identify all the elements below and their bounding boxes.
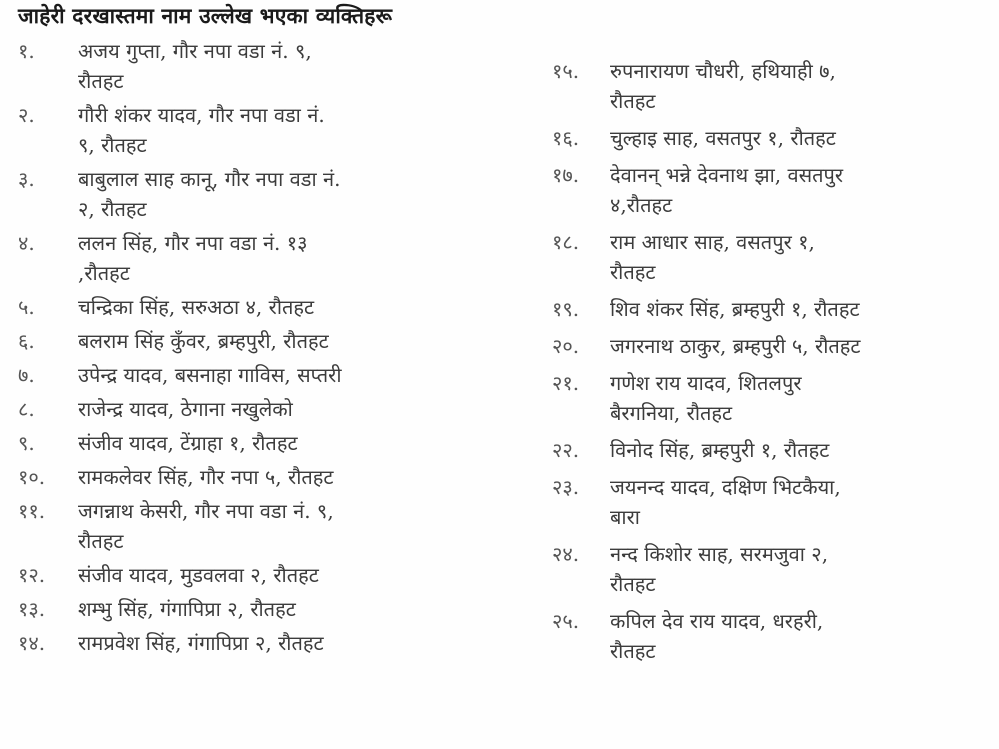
- item-text: [610, 435, 992, 465]
- item-number: ७.: [18, 363, 35, 387]
- item-text: [78, 594, 498, 624]
- list-item: [18, 560, 498, 590]
- item-number: १०.: [18, 465, 46, 489]
- item-text: [78, 628, 498, 658]
- item-text: [78, 36, 498, 96]
- item-text-line1: शिव शंकर सिंह, ब्रम्हपुरी १, रौतहट: [610, 297, 860, 321]
- item-text: [78, 496, 498, 556]
- item-text: [610, 227, 992, 287]
- item-number: २०.: [552, 334, 580, 358]
- item-text: [610, 123, 992, 153]
- item-number: ४.: [18, 231, 35, 255]
- item-text-line2: रौतहट: [610, 260, 656, 284]
- list-item: [18, 228, 498, 288]
- list-item: [552, 56, 992, 116]
- item-number: ३.: [18, 167, 35, 191]
- item-text-line1: संजीव यादव, टेंग्राहा १, रौतहट: [78, 431, 298, 455]
- item-text-line2: रौतहट: [78, 529, 124, 553]
- list-item: [18, 326, 498, 356]
- item-text-line1: राम आधार साह, वसतपुर १,: [610, 230, 815, 254]
- item-number: ५.: [18, 295, 35, 319]
- item-text-line2: रौतहट: [610, 639, 656, 663]
- list-item: [552, 123, 992, 153]
- item-text-line1: चन्द्रिका सिंह, सरुअठा ४, रौतहट: [78, 295, 315, 319]
- list-item: [552, 606, 992, 666]
- item-text-line1: रुपनारायण चौधरी, हथियाही ७,: [610, 59, 836, 83]
- item-text-line1: नन्द किशोर साह, सरमजुवा २,: [610, 542, 829, 566]
- list-item: [552, 227, 992, 287]
- list-item: [18, 36, 498, 96]
- item-number: ८.: [18, 397, 35, 421]
- item-text: [610, 368, 992, 428]
- item-text-line1: ललन सिंह, गौर नपा वडा नं. १३: [78, 231, 308, 255]
- item-text-line1: जगन्नाथ केसरी, गौर नपा वडा नं. ९,: [78, 499, 334, 523]
- item-number: १३.: [18, 597, 46, 621]
- item-number: २.: [18, 103, 35, 127]
- item-text-line1: विनोद सिंह, ब्रम्हपुरी १, रौतहट: [610, 438, 830, 462]
- item-text-line1: राजेन्द्र यादव, ठेगाना नखुलेको: [78, 397, 293, 421]
- item-text-line2: रौतहट: [610, 572, 656, 596]
- item-number: १७.: [552, 163, 580, 187]
- list-item: [18, 462, 498, 492]
- list-item: [18, 496, 498, 556]
- item-number: २१.: [552, 371, 580, 395]
- item-text-line2: २, रौतहट: [78, 197, 147, 221]
- item-text-line1: रामकलेवर सिंह, गौर नपा ५, रौतहट: [78, 465, 334, 489]
- item-text-line1: चुल्हाइ साह, वसतपुर १, रौतहट: [610, 126, 836, 150]
- item-number: १२.: [18, 563, 46, 587]
- item-text-line1: कपिल देव राय यादव, धरहरी,: [610, 609, 824, 633]
- item-text: [610, 331, 992, 361]
- item-text: [78, 560, 498, 590]
- item-text: [78, 394, 498, 424]
- item-text: [78, 100, 498, 160]
- item-text-line1: जगरनाथ ठाकुर, ब्रम्हपुरी ५, रौतहट: [610, 334, 861, 358]
- right-column-list: [552, 56, 992, 673]
- item-number: २३.: [552, 475, 580, 499]
- item-text-line1: शम्भु सिंह, गंगापिप्रा २, रौतहट: [78, 597, 296, 621]
- item-text: [78, 462, 498, 492]
- item-number: २४.: [552, 542, 580, 566]
- item-text: [610, 160, 992, 220]
- list-item: [18, 292, 498, 322]
- item-text-line1: गणेश राय यादव, शितलपुर: [610, 371, 802, 395]
- list-item: [552, 294, 992, 324]
- item-text: [610, 606, 992, 666]
- list-item: [552, 435, 992, 465]
- item-text: [610, 56, 992, 116]
- list-item: [18, 394, 498, 424]
- item-number: १६.: [552, 126, 580, 150]
- list-item: [552, 472, 992, 532]
- list-item: [18, 100, 498, 160]
- item-text-line1: देवानन् भन्ने देवनाथ झा, वसतपुर: [610, 163, 844, 187]
- item-text: [78, 292, 498, 322]
- list-item: [18, 164, 498, 224]
- item-text: [78, 228, 498, 288]
- item-text: [610, 294, 992, 324]
- item-text-line1: संजीव यादव, मुडवलवा २, रौतहट: [78, 563, 319, 587]
- item-text: [78, 164, 498, 224]
- document-title: जाहेरी दरखास्तमा नाम उल्लेख भएका व्यक्तिहरू: [18, 4, 393, 28]
- item-number: ६.: [18, 329, 35, 353]
- item-text-line2: ४,रौतहट: [610, 193, 673, 217]
- left-column-list: [18, 36, 498, 662]
- list-item: [18, 360, 498, 390]
- item-number: १.: [18, 39, 35, 63]
- item-text: [78, 326, 498, 356]
- item-text-line1: रामप्रवेश सिंह, गंगापिप्रा २, रौतहट: [78, 631, 324, 655]
- item-text-line2: बैरगनिया, रौतहट: [610, 401, 733, 425]
- item-number: २५.: [552, 609, 580, 633]
- item-text-line1: बाबुलाल साह कानू, गौर नपा वडा नं.: [78, 167, 341, 191]
- item-number: १४.: [18, 631, 46, 655]
- list-item: [18, 594, 498, 624]
- list-item: [552, 539, 992, 599]
- list-item: [552, 160, 992, 220]
- item-text: [610, 472, 992, 532]
- item-text: [610, 539, 992, 599]
- item-number: ११.: [18, 499, 46, 523]
- item-text: [78, 428, 498, 458]
- item-text-line1: जयनन्द यादव, दक्षिण भिटकैया,: [610, 475, 841, 499]
- item-number: २२.: [552, 438, 580, 462]
- item-text: [78, 360, 498, 390]
- item-text-line2: ९, रौतहट: [78, 133, 147, 157]
- list-item: [18, 628, 498, 658]
- item-text-line1: गौरी शंकर यादव, गौर नपा वडा नं.: [78, 103, 325, 127]
- list-item: [552, 368, 992, 428]
- item-text-line2: ,रौतहट: [78, 261, 130, 285]
- item-text-line2: रौतहट: [78, 69, 124, 93]
- item-text-line2: बारा: [610, 505, 640, 529]
- item-text-line1: बलराम सिंह कुँवर, ब्रम्हपुरी, रौतहट: [78, 329, 329, 353]
- item-number: १५.: [552, 59, 580, 83]
- item-text-line2: रौतहट: [610, 89, 656, 113]
- item-text-line1: अजय गुप्ता, गौर नपा वडा नं. ९,: [78, 39, 312, 63]
- list-item: [18, 428, 498, 458]
- item-number: ९.: [18, 431, 35, 455]
- item-number: १९.: [552, 297, 580, 321]
- list-item: [552, 331, 992, 361]
- item-text-line1: उपेन्द्र यादव, बसनाहा गाविस, सप्तरी: [78, 363, 342, 387]
- item-number: १८.: [552, 230, 580, 254]
